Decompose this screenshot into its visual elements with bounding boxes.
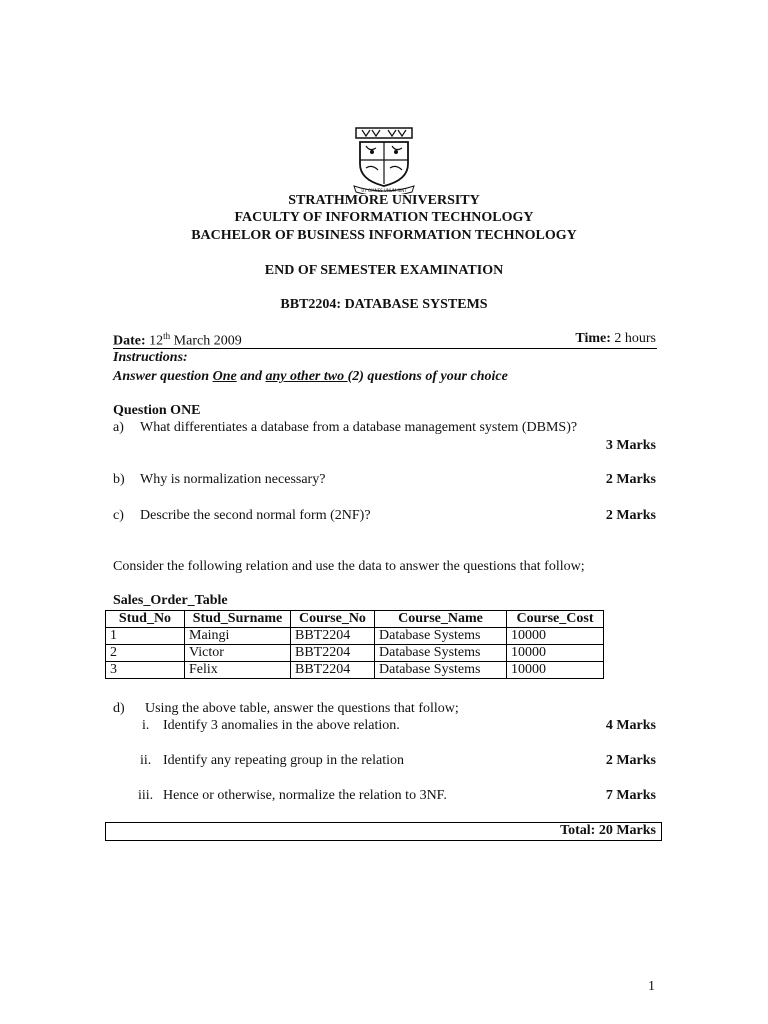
- table-cell: Felix: [185, 662, 291, 679]
- q-d-iii-text: Hence or otherwise, normalize the relation to 3NF.: [163, 788, 447, 803]
- table-row: [106, 628, 604, 645]
- q-c-label: c): [113, 508, 124, 523]
- q-d-ii-marks: 2 Marks: [605, 753, 656, 768]
- q-d-ii-label: ii.: [140, 753, 152, 768]
- q-c-marks: 2 Marks: [605, 508, 656, 523]
- table-cell: 10000: [507, 645, 604, 662]
- q-d-iii-label: iii.: [138, 788, 154, 803]
- table-cell: Database Systems: [375, 662, 507, 679]
- q-d-i-label: i.: [142, 718, 150, 733]
- table-cell: Database Systems: [375, 628, 507, 645]
- table-cell: 2: [106, 645, 185, 662]
- table-cell: Database Systems: [375, 645, 507, 662]
- course-title: BBT2204: DATABASE SYSTEMS: [280, 297, 488, 312]
- svg-text:UT OMNES UNUM SINT: UT OMNES UNUM SINT: [361, 188, 407, 193]
- university-name: STRATHMORE UNIVERSITY: [288, 193, 480, 208]
- q-a-label: a): [113, 420, 124, 435]
- q-a-text: What differentiates a database from a database management system (DBMS)?: [140, 420, 578, 435]
- q-d-i-text: Identify 3 anomalies in the above relation.: [163, 718, 400, 733]
- q-a-marks: 3 Marks: [605, 438, 656, 453]
- consider-text: Consider the following relation and use the data to answer the questions that follow;: [113, 559, 585, 574]
- col-course-name: Course_Name: [375, 611, 507, 628]
- page-number: 1: [648, 979, 655, 994]
- instructions-text: Answer question One and any other two (2) questions of your choice: [113, 369, 508, 384]
- col-course-no: Course_No: [291, 611, 375, 628]
- q-b-label: b): [113, 472, 125, 487]
- faculty-name: FACULTY OF INFORMATION TECHNOLOGY: [234, 210, 534, 225]
- q-b-marks: 2 Marks: [605, 472, 656, 487]
- q-b-text: Why is normalization necessary?: [140, 472, 326, 487]
- q-d-text: Using the above table, answer the questions that follow;: [145, 701, 459, 716]
- col-stud-no: Stud_No: [106, 611, 185, 628]
- col-course-cost: Course_Cost: [507, 611, 604, 628]
- programme-name: BACHELOR OF BUSINESS INFORMATION TECHNOLOGY: [191, 228, 577, 243]
- table-cell: 10000: [507, 662, 604, 679]
- table-cell: BBT2204: [291, 662, 375, 679]
- table-title: Sales_Order_Table: [113, 593, 228, 608]
- q-d-i-marks: 4 Marks: [605, 718, 656, 733]
- exam-time: Time: 2 hours: [575, 331, 656, 346]
- table-cell: Victor: [185, 645, 291, 662]
- table-row: [106, 662, 604, 679]
- table-row: [106, 645, 604, 662]
- sales-order-table: [105, 610, 604, 679]
- table-cell: 10000: [507, 628, 604, 645]
- table-cell: 1: [106, 628, 185, 645]
- university-crest-logo: [352, 124, 416, 194]
- table-cell: 3: [106, 662, 185, 679]
- q-d-iii-marks: 7 Marks: [605, 788, 656, 803]
- col-stud-surname: Stud_Surname: [185, 611, 291, 628]
- table-cell: Maingi: [185, 628, 291, 645]
- q-d-ii-text: Identify any repeating group in the relation: [163, 753, 405, 768]
- exam-title: END OF SEMESTER EXAMINATION: [264, 263, 504, 278]
- q-d-label: d): [113, 701, 125, 716]
- q-c-text: Describe the second normal form (2NF)?: [140, 508, 371, 523]
- total-marks: Total: 20 Marks: [560, 823, 656, 838]
- table-cell: BBT2204: [291, 628, 375, 645]
- table-cell: BBT2204: [291, 645, 375, 662]
- instructions-heading: Instructions:: [113, 350, 188, 365]
- exam-date: Date: 12th March 2009: [113, 331, 242, 349]
- table-header-row: [106, 611, 604, 628]
- question-title: Question ONE: [113, 403, 201, 418]
